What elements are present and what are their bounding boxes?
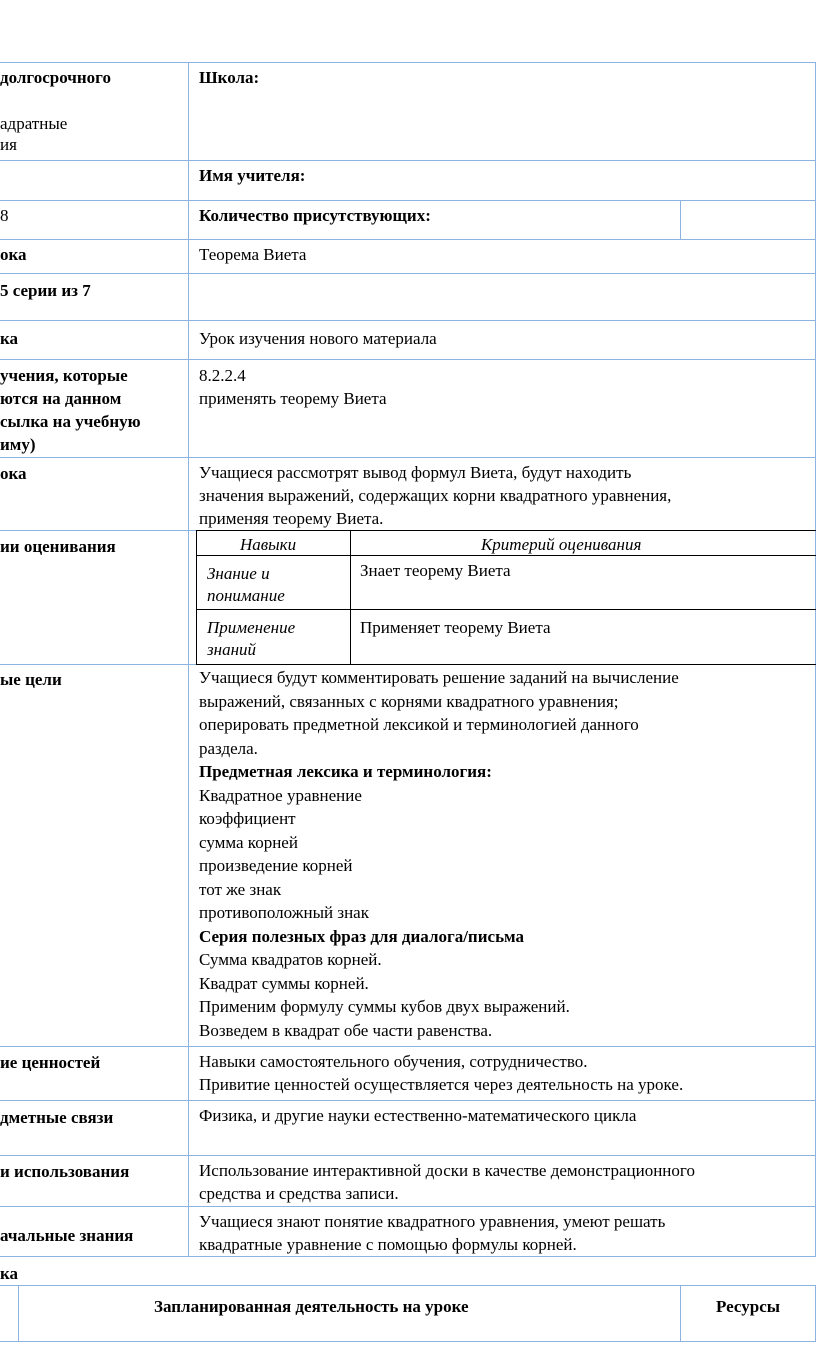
present-count-label: Количество присутствующих: [199,206,431,225]
criteria-table-line [196,609,816,610]
section-label-lesson-plan: ка [0,1264,19,1283]
left-label-learning-objectives: учения, которые ются на данном сылка на учебную иму) [0,366,141,454]
left-label-lesson-goals: ока [0,464,27,483]
left-label-cross-curricular: дметные связи [0,1108,114,1127]
left-label-language-goals: ые цели [0,670,62,689]
language-goals-value: Учащиеся будут комментировать решение заданий на вычисление выражений, связанных с корнями квадратного уравнения; оперировать предметной лексикой и терминологией данного раздела. Предметная лексика и терминология: Квадратное уравнение коэффициент сумма корней произведение корней тот же знак противоположный знак Серия полезных фраз для диалога/письма Сумма квадратов корней. Квадрат суммы корней. Применим формулу суммы кубов двух выражений. Возведем в квадрат обе части равенства. [199,668,679,1040]
planned-activity-header: Запланированная деятельность на уроке [154,1297,469,1316]
cross-curricular-value: Физика, и другие науки естественно-математического цикла [199,1106,637,1125]
left-label-unit: адратные ия [0,114,68,154]
criteria-header-criterion: Критерий оценивания [481,535,642,554]
present-count-divider [680,200,681,239]
criteria-table-divider [350,530,351,665]
criteria-skill-application: Применение знаний [207,618,296,659]
bottom-table-divider [18,1285,19,1342]
row-line [0,160,816,161]
table-border-mid [188,62,189,1257]
row-line [0,457,816,458]
row-line [0,320,816,321]
criteria-header-skills: Навыки [240,535,297,554]
row-line [0,273,816,274]
bottom-table-line [0,1341,816,1342]
left-label-assessment: ии оценивания [0,537,116,556]
learning-objective-value: 8.2.2.4 применять теорему Виета [199,366,387,408]
left-label-ict: и использования [0,1162,130,1181]
row-line [0,1046,816,1047]
lesson-goals-value: Учащиеся рассмотрят вывод формул Виета, будут находить значения выражений, содержащих корни квадратного уравнения, применяя теорему Виета. [199,463,672,528]
criteria-skill-knowledge: Знание и понимание [207,564,285,605]
lesson-type-value: Урок изучения нового материала [199,329,437,348]
criteria-criterion-knowledge: Знает теорему Виета [360,561,511,580]
criteria-criterion-application: Применяет теорему Виета [360,618,551,637]
prior-knowledge-value: Учащиеся знают понятие квадратного уравнения, умеют решать квадратные уравнениe с помощью формулы корней. [199,1212,666,1254]
row-line [0,1155,816,1156]
left-label-lesson-type: ка [0,329,19,348]
row-line [0,239,816,240]
teacher-name-label: Имя учителя: [199,166,306,185]
row-line [0,530,196,531]
row-line [0,1100,816,1101]
lesson-topic-value: Теорема Виета [199,245,307,264]
criteria-table-top [196,530,816,531]
ict-usage-value: Использование интерактивной доски в качестве демонстрационного средства и средства записи. [199,1161,695,1203]
values-value: Навыки самостоятельного обучения, сотрудничество. Привитие ценностей осуществляется через деятельность на уроке. [199,1052,684,1094]
left-label-lesson-topic: ока [0,245,27,264]
criteria-table-left [196,530,197,665]
left-label-long-term-plan: долгосрочного [0,68,111,87]
row-line [0,359,816,360]
phrases-heading: Серия полезных фраз для диалога/письма [199,926,525,946]
vocab-heading: Предметная лексика и терминология: [199,762,492,781]
resources-header: Ресурсы [716,1297,781,1316]
bottom-table-top [0,1285,816,1286]
bottom-table-divider [680,1285,681,1342]
school-label: Школа: [199,68,260,87]
row-line [0,1256,816,1257]
criteria-table-bottom [196,664,816,665]
left-label-prior-knowledge: ачальные знания [0,1226,134,1245]
left-label-values: ие ценностей [0,1053,101,1072]
left-label-grade: 8 [0,206,9,225]
row-line [0,1206,816,1207]
left-label-series: 5 серии из 7 [0,281,91,300]
row-line [0,200,816,201]
row-line [0,62,816,63]
